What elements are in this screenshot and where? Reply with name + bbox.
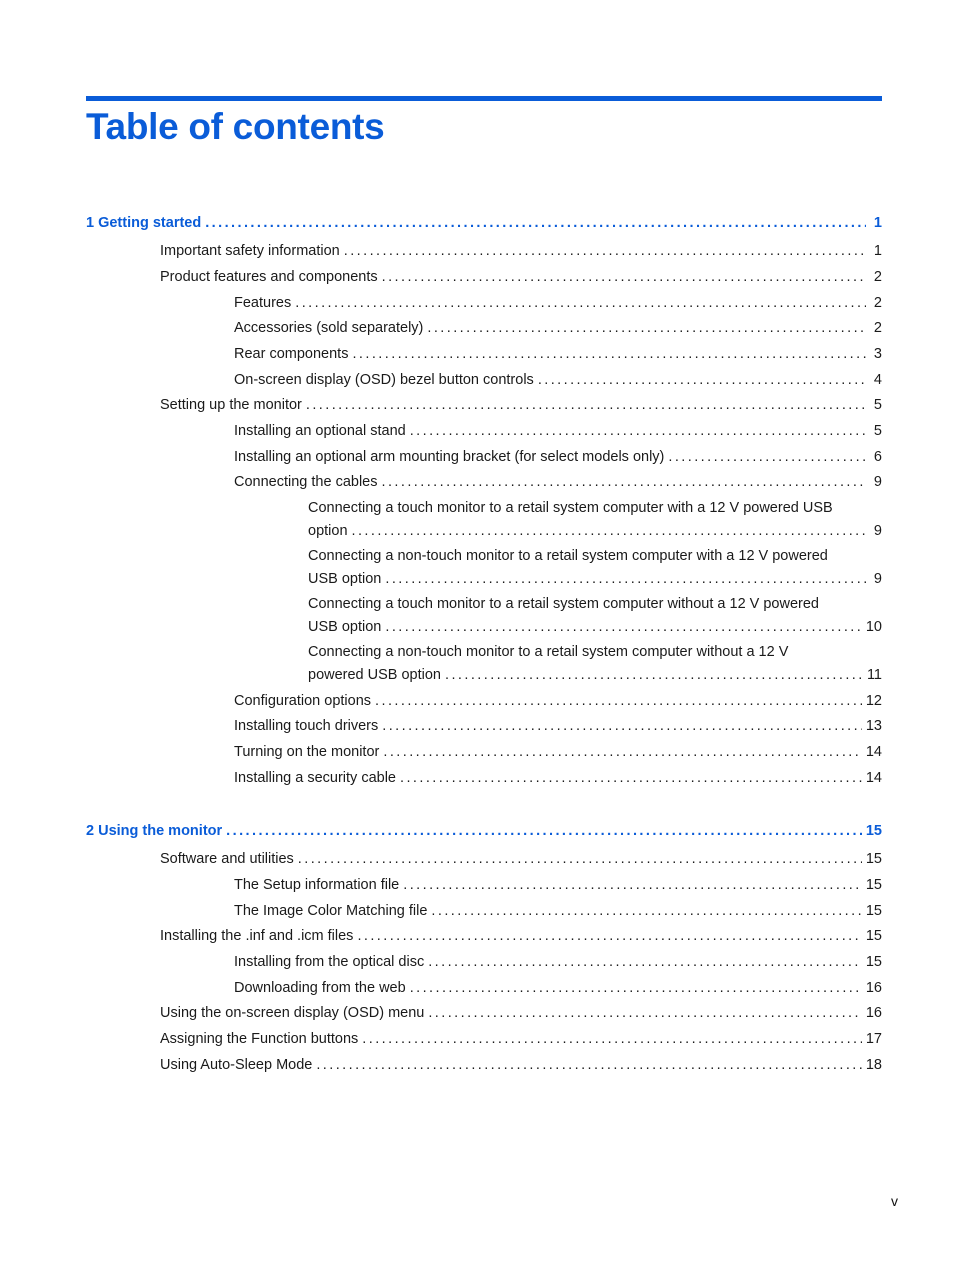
dot-leader	[431, 900, 861, 923]
dot-leader	[410, 977, 862, 1000]
dot-leader	[668, 446, 866, 469]
toc-entry-page: 2	[873, 269, 882, 285]
toc-entry-page: 12	[865, 693, 882, 709]
page-number: v	[891, 1193, 898, 1209]
toc-entry-page: 1	[873, 243, 882, 259]
toc-entry-page: 11	[866, 667, 882, 683]
toc-entry[interactable]	[160, 1028, 882, 1051]
toc-entry-title: option	[308, 523, 348, 539]
toc-entry[interactable]	[308, 593, 882, 639]
toc-entry-page: 15	[865, 954, 882, 970]
toc-entry[interactable]	[308, 545, 882, 591]
toc-entry-title: Important safety information	[160, 243, 340, 259]
toc-entry-row	[160, 1054, 882, 1077]
dot-leader	[382, 715, 862, 738]
dot-leader	[226, 820, 862, 843]
toc-entry[interactable]	[308, 497, 882, 543]
toc-chapter-entry[interactable]	[86, 820, 882, 843]
toc-entry-title: Software and utilities	[160, 851, 294, 867]
toc-entry-row	[234, 715, 882, 738]
toc-entry[interactable]	[234, 343, 882, 366]
toc-entry[interactable]	[160, 266, 882, 289]
toc-entry[interactable]	[234, 317, 882, 340]
toc-entry-page: 16	[865, 980, 882, 996]
dot-leader	[385, 616, 862, 639]
toc-entry-row	[160, 925, 882, 948]
toc-entry-title: Features	[234, 295, 292, 311]
toc-entry-page: 14	[865, 744, 882, 760]
toc-entry-title: Installing the .inf and .icm files	[160, 928, 354, 944]
toc-entry-page: 15	[865, 851, 882, 867]
toc-entry-title-line: Connecting a non-touch monitor to a retail system computer with a 12 V powered	[308, 548, 828, 564]
toc-entry-row	[160, 1002, 882, 1025]
toc-entry-page: 9	[873, 474, 882, 490]
toc-entry[interactable]	[234, 741, 882, 764]
toc-entry-page: 15	[865, 928, 882, 944]
dot-leader	[382, 266, 866, 289]
toc-entry-page: 9	[873, 523, 882, 539]
toc-entry[interactable]	[234, 874, 882, 897]
page-title: Table of contents	[86, 106, 385, 147]
toc-entry-title: Rear components	[234, 346, 349, 362]
toc-entry-title: Setting up the monitor	[160, 397, 302, 413]
toc-entry-page: 5	[873, 397, 882, 413]
toc-entry-row	[234, 317, 882, 340]
toc-entry-title-line: Connecting a touch monitor to a retail system computer with a 12 V powered USB	[308, 500, 833, 516]
dot-leader	[445, 664, 863, 687]
toc-entry-row	[234, 690, 882, 713]
toc-entry-title: 2 Using the monitor	[86, 823, 223, 839]
toc-entry-title: USB option	[308, 619, 382, 635]
toc-entry-title-line: Connecting a non-touch monitor to a retail system computer without a 12 V	[308, 644, 789, 660]
toc-entry-title: The Setup information file	[234, 877, 400, 893]
dot-leader	[403, 874, 862, 897]
toc-entry-title: Product features and components	[160, 269, 378, 285]
dot-leader	[375, 690, 862, 713]
dot-leader	[385, 568, 866, 591]
toc-entry-page: 2	[873, 295, 882, 311]
toc-entry[interactable]	[160, 394, 882, 417]
dot-leader	[400, 767, 862, 790]
toc-entry-row	[234, 420, 882, 443]
dot-leader	[427, 317, 866, 340]
toc-entry[interactable]	[234, 951, 882, 974]
toc-entry[interactable]	[234, 690, 882, 713]
toc-entry-title: Downloading from the web	[234, 980, 406, 996]
toc-entry-title: Assigning the Function buttons	[160, 1031, 359, 1047]
dot-leader	[306, 394, 866, 417]
toc-entry-title: USB option	[308, 571, 382, 587]
toc-entry-title: Using Auto-Sleep Mode	[160, 1057, 313, 1073]
toc-entry-page: 15	[865, 823, 882, 839]
toc-entry[interactable]	[160, 240, 882, 263]
dot-leader	[298, 848, 862, 871]
toc-entry[interactable]	[234, 767, 882, 790]
toc-entry-page: 4	[873, 372, 882, 388]
dot-leader	[352, 343, 866, 366]
toc-entry-row	[160, 848, 882, 871]
toc-entry[interactable]	[234, 977, 882, 1000]
toc-entry-row	[234, 977, 882, 1000]
toc-entry-title: Installing a security cable	[234, 770, 396, 786]
toc-entry-row	[234, 446, 882, 469]
toc-entry[interactable]	[234, 369, 882, 392]
toc-entry-row	[160, 266, 882, 289]
toc-entry-row	[86, 820, 882, 843]
toc-entry-row	[160, 1028, 882, 1051]
dot-leader	[357, 925, 861, 948]
toc-entry-page: 6	[873, 449, 882, 465]
toc-chapter-entry[interactable]	[86, 212, 882, 235]
toc-entry-page: 17	[865, 1031, 882, 1047]
toc-entry-page: 3	[873, 346, 882, 362]
dot-leader	[295, 292, 866, 315]
toc-entry-row	[234, 767, 882, 790]
dot-leader	[352, 520, 866, 543]
toc-entry[interactable]	[160, 848, 882, 871]
toc-entry-row	[234, 369, 882, 392]
dot-leader	[344, 240, 866, 263]
toc-entry-row	[308, 520, 882, 543]
toc-entry-page: 10	[865, 619, 882, 635]
toc-entry-row	[234, 471, 882, 494]
toc-entry[interactable]	[308, 641, 882, 687]
toc-entry-page: 9	[873, 571, 882, 587]
dot-leader	[316, 1054, 862, 1077]
toc-entry-page: 14	[865, 770, 882, 786]
toc-entry-row	[160, 394, 882, 417]
toc-entry-title: Accessories (sold separately)	[234, 320, 424, 336]
toc-entry-title: Turning on the monitor	[234, 744, 380, 760]
dot-leader	[410, 420, 866, 443]
toc-entry-title: Using the on-screen display (OSD) menu	[160, 1005, 425, 1021]
toc-entry-title: powered USB option	[308, 667, 441, 683]
toc-entry-row	[308, 568, 882, 591]
toc-entry-row	[234, 741, 882, 764]
toc-entry[interactable]	[234, 446, 882, 469]
toc-entry-page: 2	[873, 320, 882, 336]
toc-entry-row	[234, 343, 882, 366]
toc-entry-page: 5	[873, 423, 882, 439]
toc-entry[interactable]	[234, 420, 882, 443]
toc-entry-title: The Image Color Matching file	[234, 903, 428, 919]
toc-entry-title: Connecting the cables	[234, 474, 378, 490]
toc-entry-page: 1	[873, 215, 882, 231]
toc-entry-title-line: Connecting a touch monitor to a retail system computer without a 12 V powered	[308, 596, 819, 612]
toc-entry-row	[160, 240, 882, 263]
toc-entry-row	[86, 212, 882, 235]
toc-entry-row	[234, 292, 882, 315]
toc-entry-page: 13	[865, 718, 882, 734]
dot-leader	[428, 1002, 862, 1025]
dot-leader	[538, 369, 866, 392]
toc-entry[interactable]	[234, 715, 882, 738]
dot-leader	[205, 212, 866, 235]
toc-entry-page: 18	[865, 1057, 882, 1073]
toc-entry-title: Installing an optional stand	[234, 423, 406, 439]
dot-leader	[383, 741, 862, 764]
toc-entry[interactable]	[160, 1054, 882, 1077]
title-rule	[86, 96, 882, 101]
toc-entry[interactable]	[234, 292, 882, 315]
toc-entry-title: 1 Getting started	[86, 215, 202, 231]
dot-leader	[382, 471, 867, 494]
toc-entry-title: On-screen display (OSD) bezel button controls	[234, 372, 534, 388]
toc-entry-row	[234, 900, 882, 923]
toc-entry-page: 16	[865, 1005, 882, 1021]
toc-entry[interactable]	[234, 900, 882, 923]
toc-entry-page: 15	[865, 877, 882, 893]
toc-entry-row	[234, 951, 882, 974]
dot-leader	[362, 1028, 862, 1051]
toc-entry[interactable]	[160, 1002, 882, 1025]
toc-entry-page: 15	[865, 903, 882, 919]
toc-entry-title: Installing from the optical disc	[234, 954, 425, 970]
dot-leader	[428, 951, 862, 974]
toc-entry[interactable]	[234, 471, 882, 494]
toc-entry-title: Configuration options	[234, 693, 372, 709]
toc-entry[interactable]	[160, 925, 882, 948]
toc-entry-row	[234, 874, 882, 897]
toc-entry-row	[308, 616, 882, 639]
toc-entry-title: Installing touch drivers	[234, 718, 379, 734]
toc-entry-title: Installing an optional arm mounting bracket (for select models only)	[234, 449, 665, 465]
toc-entry-row	[308, 664, 882, 687]
